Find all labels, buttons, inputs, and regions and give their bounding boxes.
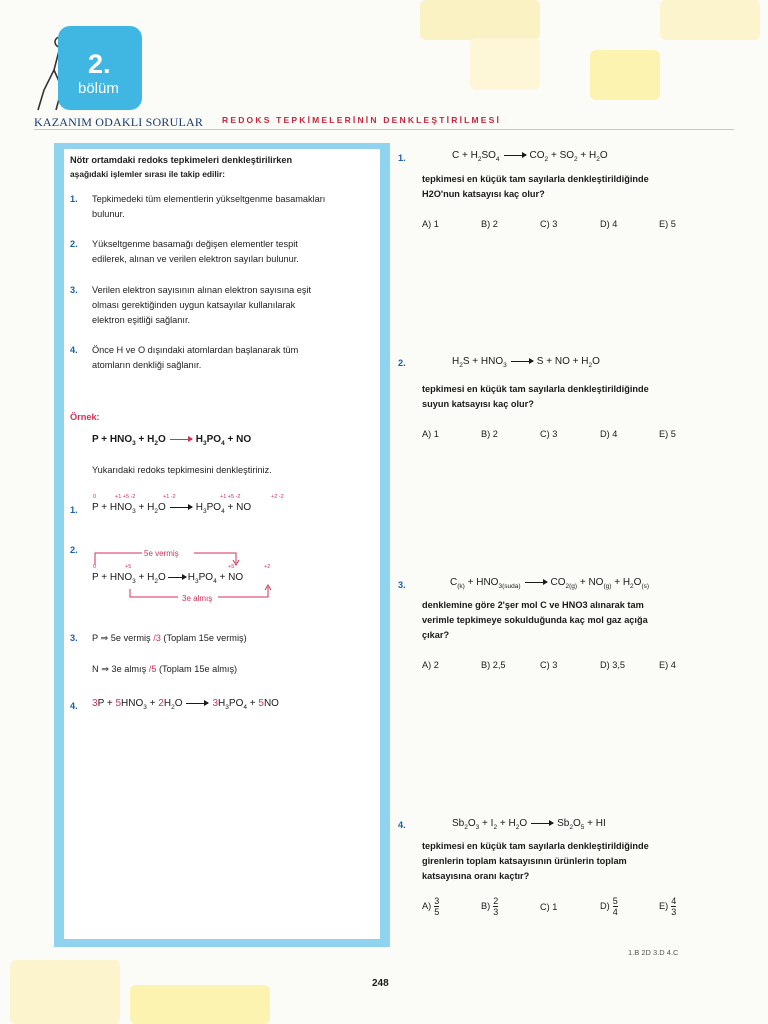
option-b[interactable]: B) $\frac{2}{3}$ (481, 896, 499, 917)
question-text: suyun katsayısı kaç olur? (422, 399, 534, 409)
question-text: girenlerin toplam katsayısının ürünlerin toplam (422, 856, 627, 866)
step-number: 3. (70, 285, 78, 295)
step-text: Tepkimedeki tüm elementlerin yükseltgenme basamakları (92, 194, 326, 204)
solution-number: 3. (70, 633, 78, 643)
option-e[interactable]: E) $\frac{4}{3}$ (659, 896, 677, 917)
step-text: Verilen elektron sayısının alınan elektron sayısına eşit (92, 285, 312, 295)
step-text: Yükseltgenme basamağı değişen elementler tespit (92, 239, 298, 249)
question-equation: $Sb_2O_3 + I_2 + H_2O$ $Sb_2O_5$ + HI (452, 818, 606, 831)
ox-number: 0 (93, 494, 97, 500)
option-d[interactable]: D) 4 (600, 429, 618, 439)
option-c[interactable]: C) 1 (540, 902, 558, 912)
step-number: 2. (70, 239, 78, 249)
section-topic: REDOKS TEPKİMELERİNİN DENKLEŞTİRİLMESİ (222, 115, 502, 125)
step-text: bulunur. (92, 209, 125, 219)
electron-balance-line: P ⇒ 5e vermiş /3 (Toplam 15e vermiş) (92, 633, 247, 643)
chapter-number: 2. (88, 49, 111, 79)
puzzle-decoration (590, 50, 660, 100)
option-e[interactable]: E) 5 (659, 219, 676, 229)
ox-number: +2 -2 (271, 494, 284, 500)
intro-line: aşağıdaki işlemler sırası ile takip edilir: (70, 169, 226, 179)
step-number: 4. (70, 345, 78, 355)
ox-number: +2 (264, 564, 271, 570)
step-text: elektron eşitliği sağlanır. (92, 315, 191, 325)
balanced-equation: $3P + 5HNO_3 + 2H_2O$ $3H_3PO_4 + 5NO$ (92, 698, 279, 711)
option-a[interactable]: A) 1 (422, 429, 439, 439)
option-d[interactable]: D) $\frac{5}{4}$ (600, 896, 618, 917)
question-equation: $C_{(k)} + HNO_{3(suda)}$ $CO_{2(g)} + NO_{(g)} + H_2O_{(s)}$ (450, 577, 650, 590)
question-number: 2. (398, 358, 406, 368)
question-number: 1. (398, 153, 406, 163)
answer-key: 1.B 2D 3.D 4.C (628, 948, 679, 957)
example-label: Örnek: (70, 412, 100, 422)
question-number: 3. (398, 580, 406, 590)
given-electrons-label: 5e vermiş (144, 549, 179, 558)
option-a[interactable]: A) 2 (422, 660, 439, 670)
example-instruction: Yukarıdaki redoks tepkimesini denkleştiriniz. (92, 465, 272, 475)
step-number: 1. (70, 194, 78, 204)
section-label: KAZANIM ODAKLI SORULAR (34, 115, 204, 129)
puzzle-decoration (130, 985, 270, 1024)
option-c[interactable]: C) 3 (540, 429, 558, 439)
option-a[interactable]: A) 1 (422, 219, 439, 229)
question-text: H2O'nun katsayısı kaç olur? (422, 189, 545, 199)
option-d[interactable]: D) 3,5 (600, 660, 626, 670)
puzzle-decoration (420, 0, 540, 40)
example-equation: $P + HNO_3 + H_2O$ $H_3PO_4$ + NO (92, 434, 252, 447)
option-c[interactable]: C) 3 (540, 219, 558, 229)
puzzle-decoration (660, 0, 760, 40)
puzzle-decoration (470, 38, 540, 90)
ox-number: +1 +5 -2 (220, 494, 241, 500)
solution-equation: $P + HNO_3 + H_2O$ $H_3PO_4$ + NO (92, 502, 252, 515)
option-b[interactable]: B) 2,5 (481, 660, 506, 670)
header-divider (34, 129, 734, 130)
question-equation: $C + H_2SO_4$ $CO_2 + SO_2 + H_2O$ (452, 150, 608, 163)
ox-number: 0 (93, 564, 97, 570)
step-text: atomların denkliği sağlanır. (92, 360, 202, 370)
option-e[interactable]: E) 4 (659, 660, 676, 670)
option-d[interactable]: D) 4 (600, 219, 618, 229)
question-number: 4. (398, 820, 406, 830)
question-text: tepkimesi en küçük tam sayılarla denkleştirildiğinde (422, 841, 649, 851)
step-text: Önce H ve O dışındaki atomlardan başlanarak tüm (92, 345, 299, 355)
option-b[interactable]: B) 2 (481, 429, 498, 439)
chapter-word: bölüm (78, 80, 119, 97)
solution-number: 4. (70, 701, 78, 711)
question-text: verimle tepkimeye sokulduğunda kaç mol gaz açığa (422, 615, 648, 625)
page-number: 248 (372, 978, 389, 989)
info-panel (64, 149, 380, 939)
taken-electrons-label: 3e almış (182, 594, 213, 603)
question-text: tepkimesi en küçük tam sayılarla denkleştirildiğinde (422, 174, 649, 184)
question-text: denklemine göre 2'şer mol C ve HNO3 alınarak tam (422, 600, 644, 610)
ox-number: +1 +5 -2 (115, 494, 136, 500)
option-b[interactable]: B) 2 (481, 219, 498, 229)
solution-equation: $P + HNO_3 + H_2O$ $H_3PO_4$ + NO (92, 572, 244, 585)
ox-number: +1 -2 (163, 494, 176, 500)
option-a[interactable]: A) $\frac{3}{5}$ (422, 896, 440, 917)
solution-number: 2. (70, 545, 78, 555)
ox-number: +5 (228, 564, 235, 570)
solution-number: 1. (70, 505, 78, 515)
question-text: katsayısına oranı kaçtır? (422, 871, 530, 881)
question-text: tepkimesi en küçük tam sayılarla denkleştirildiğinde (422, 384, 649, 394)
step-text: edilerek, alınan ve verilen elektron sayıları bulunur. (92, 254, 299, 264)
question-text: çıkar? (422, 630, 450, 640)
option-c[interactable]: C) 3 (540, 660, 558, 670)
option-e[interactable]: E) 5 (659, 429, 676, 439)
question-equation: $H_2S + HNO_3$ S + NO + $H_2O$ (452, 356, 600, 369)
intro-line: Nötr ortamdaki redoks tepkimeleri denkleştirilirken (70, 155, 293, 165)
electron-balance-line: N ⇒ 3e almış /5 (Toplam 15e almış) (92, 664, 238, 674)
step-text: olması gerektiğinden uygun katsayılar kullanılarak (92, 300, 296, 310)
ox-number: +5 (125, 564, 132, 570)
puzzle-decoration (10, 960, 120, 1024)
